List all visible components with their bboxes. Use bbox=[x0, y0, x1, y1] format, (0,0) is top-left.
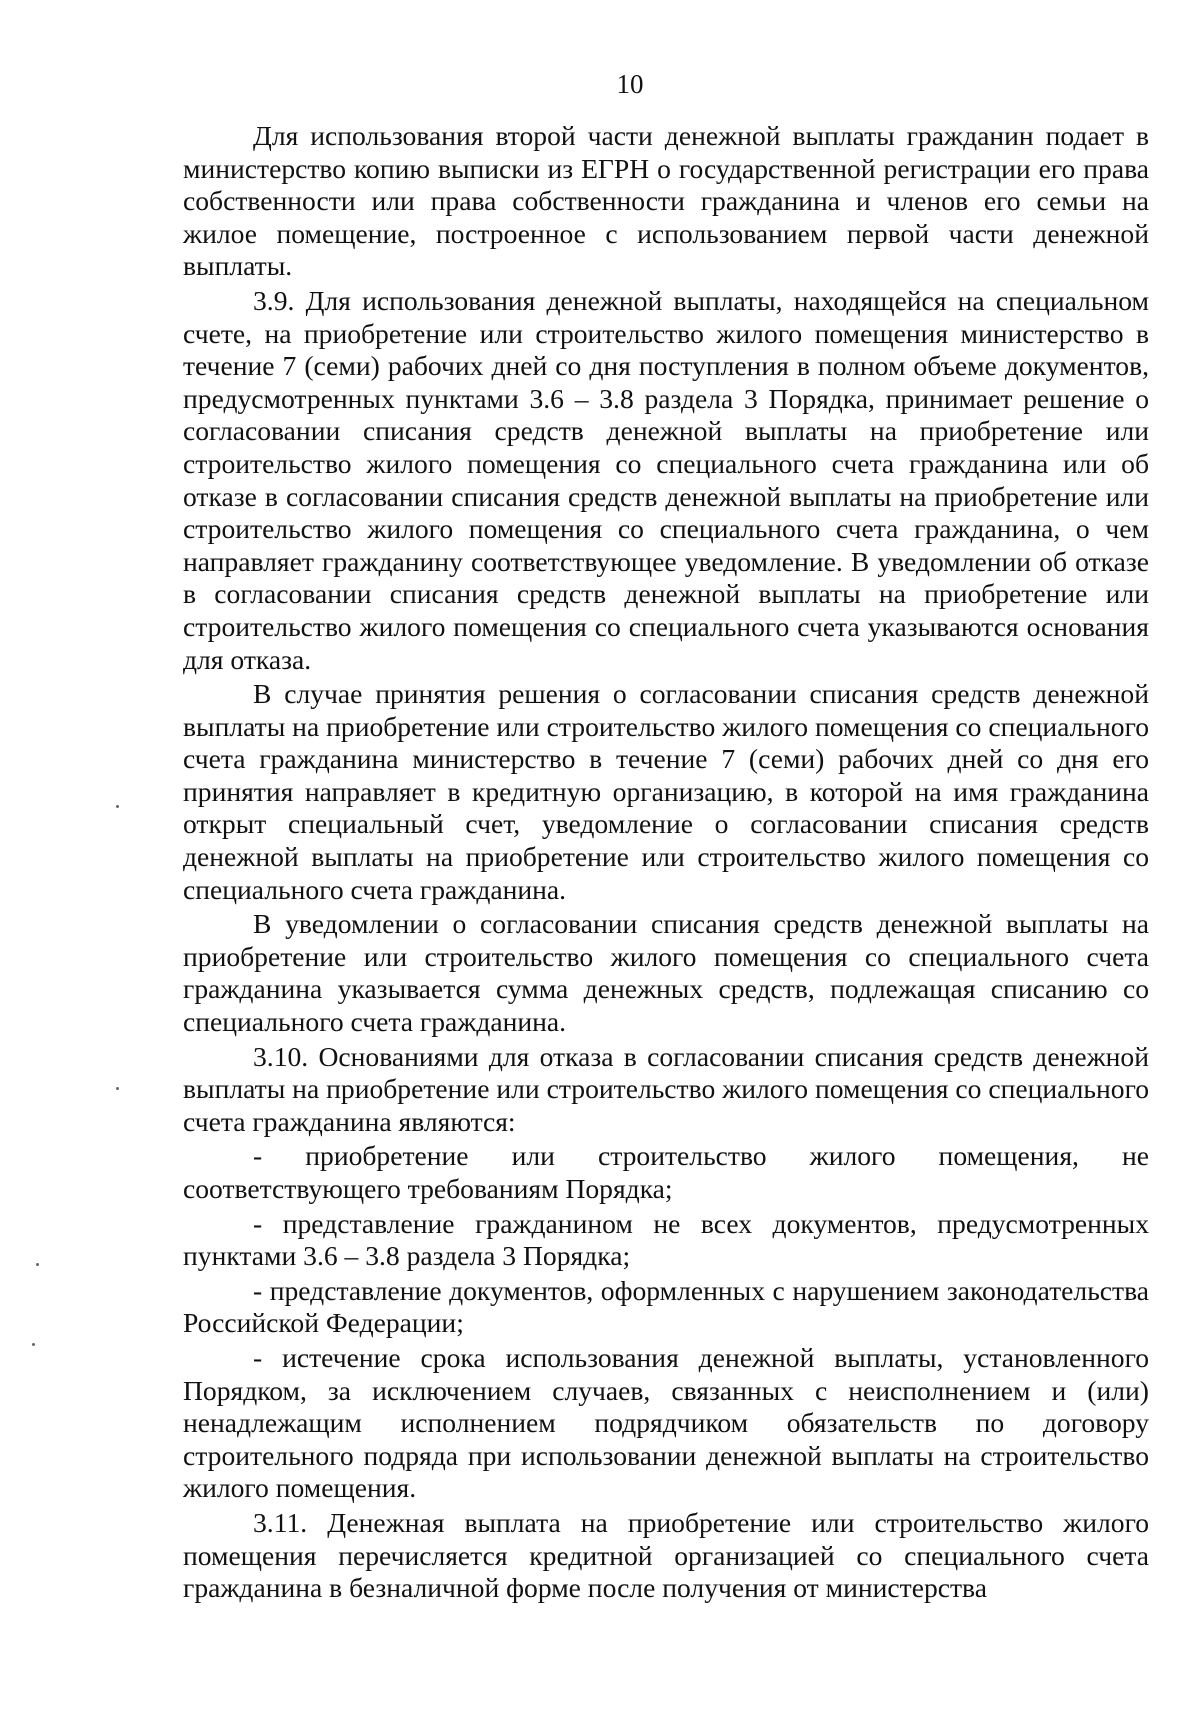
paragraph-3-9: 3.9. Для использования денежной выплаты, находящейся на специальном счете, на приобретение или строительство жилого помещения министерство в течение 7 (семи) рабочих дней со дня поступления в полном объеме документов, предусмотренных пунктами 3.6 – 3.8 раздела 3 Порядка, принимает решение о согласовании списания средств денежной выплаты на приобретение или строительство жилого помещения со специального счета гражданина или об отказе в согласовании списания средств денежной выплаты на приобретение или строительство жилого помещения со специального счета гражданина, о чем направляет гражданину соответствующее уведомление. В уведомлении об отказе в согласовании списания средств денежной выплаты на приобретение или строительство жилого помещения со специального счета указываются основания для отказа. bbox=[183, 284, 1149, 675]
paragraph-3-11: 3.11. Денежная выплата на приобретение или строительство жилого помещения перечисляется кредитной организацией со специального счета гражданина в безналичной форме после получения от министерства bbox=[183, 1506, 1149, 1604]
page-number: 10 bbox=[616, 69, 644, 99]
list-item-incomplete-documents: - представление гражданином не всех документов, предусмотренных пунктами 3.6 – 3.8 раздела 3 Порядка; bbox=[183, 1207, 1149, 1272]
scan-speck bbox=[116, 805, 119, 808]
document-body bbox=[183, 120, 1149, 1605]
paragraph-approval-decision: В случае принятия решения о согласовании списания средств денежной выплаты на приобретение или строительство жилого помещения со специального счета гражданина министерство в течение 7 (семи) рабочих дней со дня его принятия направляет в кредитную организацию, в которой на имя гражданина открыт специальный счет, уведомление о согласовании списания средств денежной выплаты на приобретение или строительство жилого помещения со специального счета гражданина. bbox=[183, 678, 1149, 905]
paragraph-second-part-usage: Для использования второй части денежной выплаты гражданин подает в министерство копию выписки из ЕГРН о государственной регистрации его права собственности или права собственности гражданина и членов его семьи на жилое помещение, построенное с использованием первой части денежной выплаты. bbox=[183, 120, 1149, 282]
scan-speck bbox=[36, 1263, 39, 1266]
list-item-expired-term: - истечение срока использования денежной выплаты, установленного Порядком, за исключением случаев, связанных с неисполнением и (или) ненадлежащим исполнением подрядчиком обязательств по договору строительного подряда при использовании денежной выплаты на строительство жилого помещения. bbox=[183, 1341, 1149, 1504]
paragraph-3-10: 3.10. Основаниями для отказа в согласовании списания средств денежной выплаты на приобретение или строительство жилого помещения со специального счета гражданина являются: bbox=[183, 1040, 1149, 1137]
list-item-invalid-documents: - представление документов, оформленных с нарушением законодательства Российской Федерации; bbox=[183, 1274, 1149, 1339]
paragraph-approval-notice: В уведомлении о согласовании списания средств денежной выплаты на приобретение или строительство жилого помещения со специального счета гражданина указывается сумма денежных средств, подлежащая списанию со специального счета гражданина. bbox=[183, 908, 1149, 1038]
list-item-nonconforming-purchase: - приобретение или строительство жилого помещения, не соответствующего требованиям Порядка; bbox=[183, 1140, 1149, 1204]
scan-speck bbox=[32, 1343, 35, 1346]
scan-speck bbox=[116, 1087, 119, 1090]
